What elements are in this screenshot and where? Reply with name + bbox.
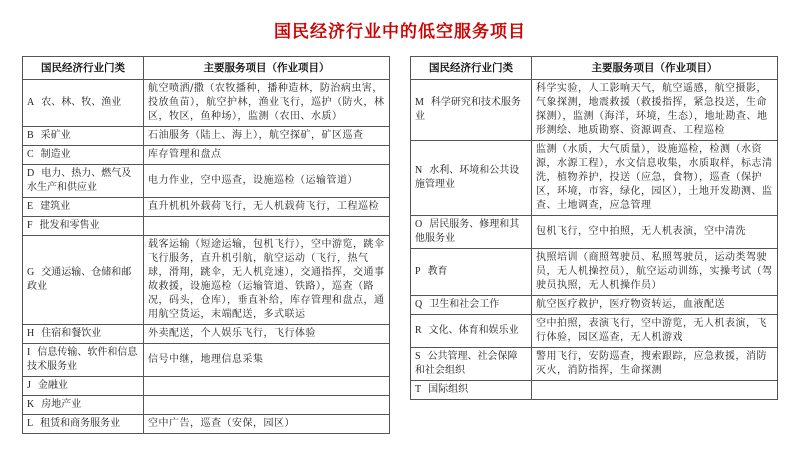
industry-code: R [415, 325, 422, 336]
industry-name: 电力、热力、燃气及水生产和供应业 [27, 168, 132, 193]
industry-cell [411, 348, 532, 381]
table-header-row [23, 57, 390, 80]
industry-name: 信息传输、软件和信息技术服务业 [27, 347, 138, 372]
industry-code: I [27, 347, 31, 358]
industry-cell [411, 381, 532, 400]
services-cell: 包机飞行，空中拍照，无人机表演，空中清洗 [532, 216, 778, 249]
industry-name: 金融业 [37, 380, 68, 391]
table-row [23, 344, 390, 377]
industry-code: P [415, 266, 421, 277]
table-row [23, 198, 390, 217]
industry-name: 国际组织 [428, 384, 469, 395]
industry-name: 批发和零售业 [39, 220, 100, 231]
industry-cell [411, 296, 532, 315]
industry-cell [23, 396, 144, 415]
table-row [23, 325, 390, 344]
industry-cell [411, 141, 532, 216]
table-row [23, 146, 390, 165]
industry-name: 卫生和社会工作 [429, 299, 500, 310]
industry-code: S [415, 351, 421, 362]
table-row [411, 80, 778, 141]
industry-code: A [27, 97, 35, 108]
table-row [23, 377, 390, 396]
services-cell: 石油服务（陆上、海上），航空探矿，矿区巡查 [144, 127, 390, 146]
services-cell [144, 217, 390, 236]
industry-cell [23, 80, 144, 127]
industry-name: 制造业 [40, 149, 71, 160]
industry-code: B [27, 130, 34, 141]
industry-cell [411, 315, 532, 348]
table-row [411, 348, 778, 381]
table-row [23, 80, 390, 127]
industry-cell [23, 127, 144, 146]
industry-cell [411, 249, 532, 296]
table-row [23, 415, 390, 434]
industry-name: 租赁和商务服务业 [40, 418, 121, 429]
services-cell: 外卖配送，个人娱乐飞行，飞行体验 [144, 325, 390, 344]
industry-cell [23, 165, 144, 198]
industry-code: T [415, 384, 422, 395]
table-row [411, 249, 778, 296]
services-cell: 电力作业，空中巡查，设施巡检（运输管道） [144, 165, 390, 198]
industry-name: 交通运输、仓储和邮政业 [27, 267, 132, 292]
industry-code: M [415, 97, 424, 108]
col-header-services: 主要服务项目（作业项目） [144, 57, 390, 80]
industry-cell [23, 415, 144, 434]
industry-code: E [27, 201, 34, 212]
services-cell: 空中广告，巡查（安保，园区） [144, 415, 390, 434]
services-cell: 监测（水质，大气质量），设施巡检，检测（水资源，水源工程），水文信息收集，水质取样，标志清洗，植物养护，投送（应急，食物），巡查（保护区，环境，市容，绿化，园区），土地开发勘测、监查、土地调查，应急管理 [532, 141, 778, 216]
table-row [411, 141, 778, 216]
industry-name: 文化、体育和娱乐业 [428, 325, 519, 336]
industry-cell [411, 80, 532, 141]
industry-cell [23, 344, 144, 377]
industry-code: C [27, 149, 34, 160]
industry-code: J [27, 380, 31, 391]
industry-name: 居民服务、修理和其他服务业 [415, 219, 520, 244]
industry-table-right [410, 56, 778, 400]
industry-name: 水利、环境和公共设施管理业 [415, 165, 520, 190]
table-row [411, 296, 778, 315]
industry-code: L [27, 418, 34, 429]
services-cell: 直升机机外载荷飞行，无人机载荷飞行，工程巡检 [144, 198, 390, 217]
services-cell: 执照培训（商照驾驶员、私照驾驶员，运动类驾驶员，无人机操控员），航空运动训练，实操考试（驾驶员执照，无人机操作员） [532, 249, 778, 296]
table-row [23, 217, 390, 236]
services-cell [532, 381, 778, 400]
services-cell: 载客运输（短途运输，包机飞行），空中游览，跳伞飞行服务，直升机引航，航空运动（飞行，热气球，滑翔，跳伞，无人机竞速），交通指挥，交通事故救援，设施巡检（运输管道、铁路），巡查（路况，码头，仓库），垂直补给，库存管理和盘点，通用航空货运，末端配送，多式联运 [144, 236, 390, 325]
services-cell: 库存管理和盘点 [144, 146, 390, 165]
tables-container [22, 56, 778, 434]
table-row [411, 381, 778, 400]
industry-name: 农、林、牧、渔业 [41, 97, 122, 108]
industry-cell [23, 236, 144, 325]
table-row [23, 236, 390, 325]
col-header-services: 主要服务项目（作业项目） [532, 57, 778, 80]
industry-code: N [415, 165, 423, 176]
table-row [23, 165, 390, 198]
industry-cell [23, 198, 144, 217]
col-header-industry: 国民经济行业门类 [23, 57, 144, 80]
services-cell: 科学实验，人工影响天气，航空遥感，航空摄影，气象探测，地震救援（救援指挥，紧急投送，生命探测），监测（海洋，环境，生态），地址勘查、地形测绘、地质勘察、资源调查、工程巡检 [532, 80, 778, 141]
services-cell: 警用飞行，安防巡查，搜索跟踪，应急救援，消防灭火，消防指挥，生命探测 [532, 348, 778, 381]
industry-code: O [415, 219, 423, 230]
industry-cell [23, 146, 144, 165]
industry-code: Q [415, 299, 423, 310]
industry-name: 建筑业 [40, 201, 71, 212]
col-header-industry: 国民经济行业门类 [411, 57, 532, 80]
industry-name: 教育 [427, 266, 448, 277]
industry-code: H [27, 328, 35, 339]
table-row [23, 127, 390, 146]
industry-name: 公共管理、社会保障和社会组织 [415, 351, 518, 376]
table-row [23, 396, 390, 415]
industry-cell [23, 217, 144, 236]
services-cell: 信号中继，地理信息采集 [144, 344, 390, 377]
industry-cell [23, 377, 144, 396]
services-cell: 航空医疗救护，医疗物资转运，血液配送 [532, 296, 778, 315]
table-row [411, 216, 778, 249]
industry-name: 房地产业 [41, 399, 82, 410]
industry-cell [411, 216, 532, 249]
services-cell: 空中拍照，表演飞行，空中游览，无人机表演，飞行体验，园区巡查，无人机游戏 [532, 315, 778, 348]
services-cell [144, 396, 390, 415]
table-header-row [411, 57, 778, 80]
industry-code: D [27, 168, 35, 179]
page-title: 国民经济行业中的低空服务项目 [274, 22, 526, 41]
services-cell [144, 377, 390, 396]
industry-code: G [27, 267, 35, 278]
industry-name: 科学研究和技术服务业 [415, 97, 521, 122]
industry-cell [23, 325, 144, 344]
industry-code: K [27, 399, 35, 410]
table-row [411, 315, 778, 348]
services-cell: 航空喷洒/撒（农牧播种，播种造林，防治病虫害，投放鱼苗），航空护林，渔业飞行，巡护（防火，林区，牧区，鱼种场），监测（农田、水质） [144, 80, 390, 127]
industry-name: 住宿和餐饮业 [41, 328, 102, 339]
industry-code: F [27, 220, 33, 231]
industry-name: 采矿业 [40, 130, 71, 141]
industry-table-left [22, 56, 390, 434]
